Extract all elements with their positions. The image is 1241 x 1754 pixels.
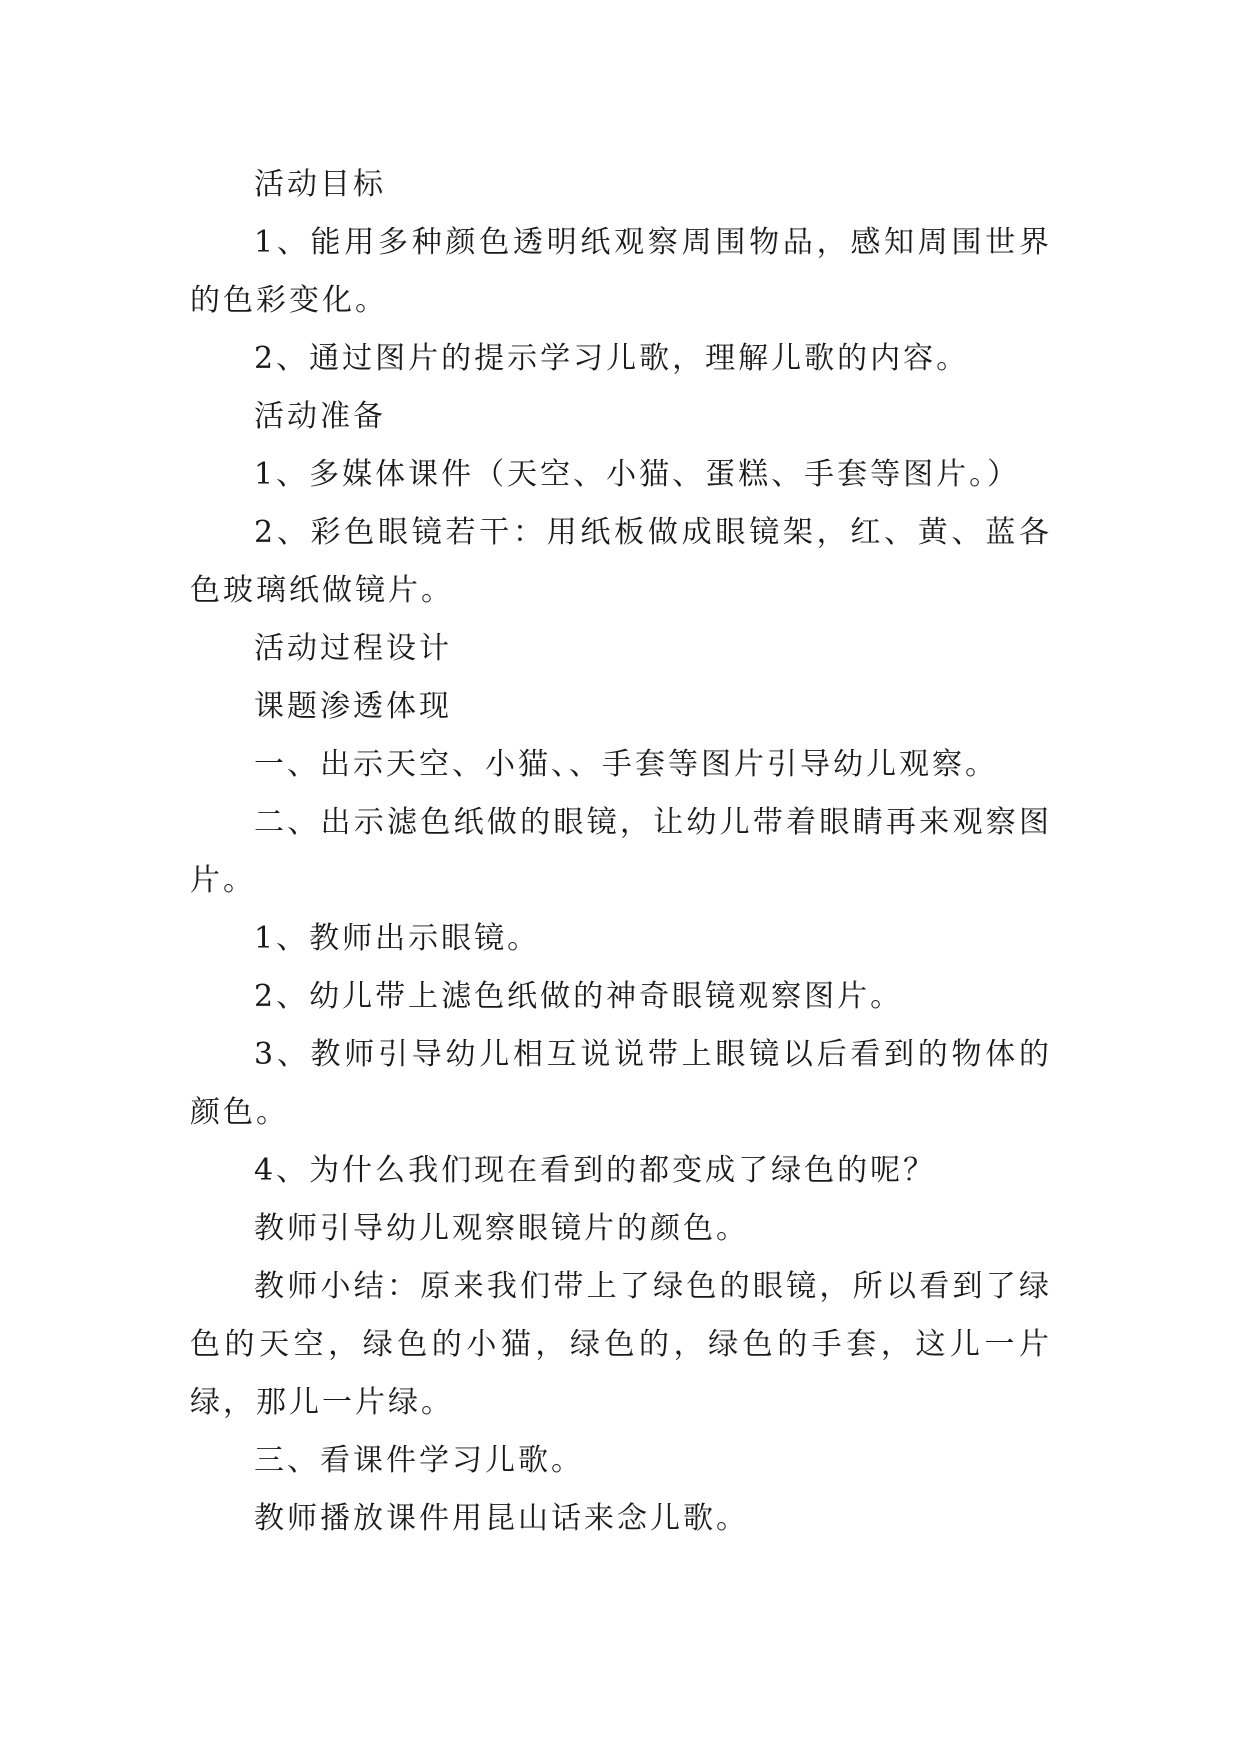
process-substep-4: 4、为什么我们现在看到的都变成了绿色的呢？	[254, 1153, 937, 1188]
goal-item-2: 2、通过图片的提示学习儿歌，理解儿歌的内容。	[254, 341, 970, 376]
preparation-item-2: 2、彩色眼镜若干：用纸板做成眼镜架，红、黄、蓝各色玻璃纸做镜片。	[190, 515, 1052, 608]
document-body	[190, 156, 1052, 1548]
section-heading-preparation: 活动准备	[254, 399, 386, 434]
process-substep-1: 1、教师出示眼镜。	[254, 921, 541, 956]
process-step-1: 一、出示天空、小猫、、手套等图片引导幼儿观察。	[254, 747, 998, 782]
process-substep-3: 3、教师引导幼儿相互说说带上眼镜以后看到的物体的颜色。	[190, 1037, 1052, 1130]
goal-item-1: 1、能用多种颜色透明纸观察周围物品，感知周围世界的色彩变化。	[190, 225, 1052, 318]
teacher-summary: 教师小结：原来我们带上了绿色的眼镜，所以看到了绿色的天空，绿色的小猫，绿色的，绿色的手套，这儿一片绿，那儿一片绿。	[190, 1269, 1052, 1420]
process-step-3: 三、看课件学习儿歌。	[254, 1443, 584, 1478]
teacher-guidance: 教师引导幼儿观察眼镜片的颜色。	[254, 1211, 749, 1246]
teacher-plays-courseware: 教师播放课件用昆山话来念儿歌。	[254, 1501, 749, 1536]
section-heading-process: 活动过程设计	[254, 631, 452, 666]
process-step-2: 二、出示滤色纸做的眼镜，让幼儿带着眼睛再来观察图片。	[190, 805, 1052, 898]
process-substep-2: 2、幼儿带上滤色纸做的神奇眼镜观察图片。	[254, 979, 904, 1014]
preparation-item-1: 1、多媒体课件（天空、小猫、蛋糕、手套等图片。）	[254, 457, 1021, 492]
section-heading-topic: 课题渗透体现	[254, 689, 452, 724]
section-heading-goals: 活动目标	[254, 167, 386, 202]
